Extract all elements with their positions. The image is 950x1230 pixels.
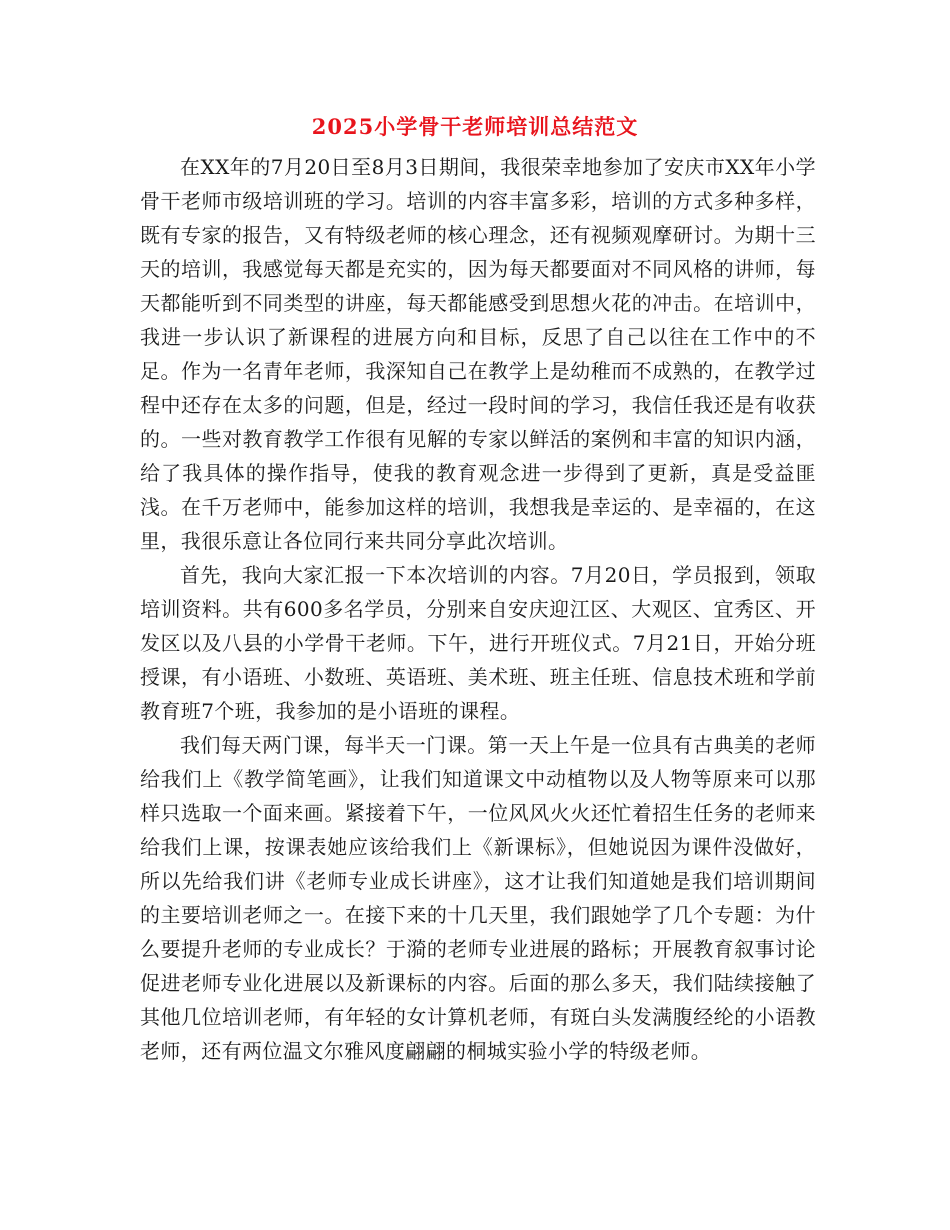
document-title: 2025小学骨干老师培训总结范文 (311, 114, 639, 139)
document-body (140, 150, 816, 1068)
paragraph-training-content: 首先，我向大家汇报一下本次培训的内容。7月20日，学员报到，领取培训资料。共有600多名学员，分别来自安庆迎江区、大观区、宜秀区、开发区以及八县的小学骨干老师。下午，进行开班仪式。7月21日，开始分班授课，有小语班、小数班、英语班、美术班、班主任班、信息技术班和学前教育班7个班，我参加的是小语班的课程。 (140, 563, 816, 723)
paragraph-daily-courses: 我们每天两门课，每半天一门课。第一天上午是一位具有古典美的老师给我们上《教学简笔画》，让我们知道课文中动植物以及人物等原来可以那样只选取一个面来画。紧接着下午，一位风风火火还忙着招生任务的老师来给我们上课，按课表她应该给我们上《新课标》，但她说因为课件没做好，所以先给我们讲《老师专业成长讲座》，这才让我们知道她是我们培训期间的主要培训老师之一。在接下来的十几天里，我们跟她学了几个专题：为什么要提升老师的专业成长？于漪的老师专业进展的路标；开展教育叙事讨论促进老师专业化进展以及新课标的内容。后面的那么多天，我们陆续接触了其他几位培训老师，有年轻的女计算机老师，有斑白头发满腹经纶的小语教老师，还有两位温文尔雅风度翩翩的桐城实验小学的特级老师。 (140, 733, 816, 1063)
paragraph-intro: 在XX年的7月20日至8月3日期间，我很荣幸地参加了安庆市XX年小学骨干老师市级培训班的学习。培训的内容丰富多彩，培训的方式多种多样，既有专家的报告，又有特级老师的核心理念，还有视频观摩研讨。为期十三天的培训，我感觉每天都是充实的，因为每天都要面对不同风格的讲师，每天都能听到不同类型的讲座，每天都能感受到思想火花的冲击。在培训中，我进一步认识了新课程的进展方向和目标，反思了自己以往在工作中的不足。作为一名青年老师，我深知自己在教学上是幼稚而不成熟的，在教学过程中还存在太多的问题，但是，经过一段时间的学习，我信任我还是有收获的。一些对教育教学工作很有见解的专家以鲜活的案例和丰富的知识内涵，给了我具体的操作指导，使我的教育观念进一步得到了更新，真是受益匪浅。在千万老师中，能参加这样的培训，我想我是幸运的、是幸福的，在这里，我很乐意让各位同行来共同分享此次培训。 (140, 155, 816, 553)
